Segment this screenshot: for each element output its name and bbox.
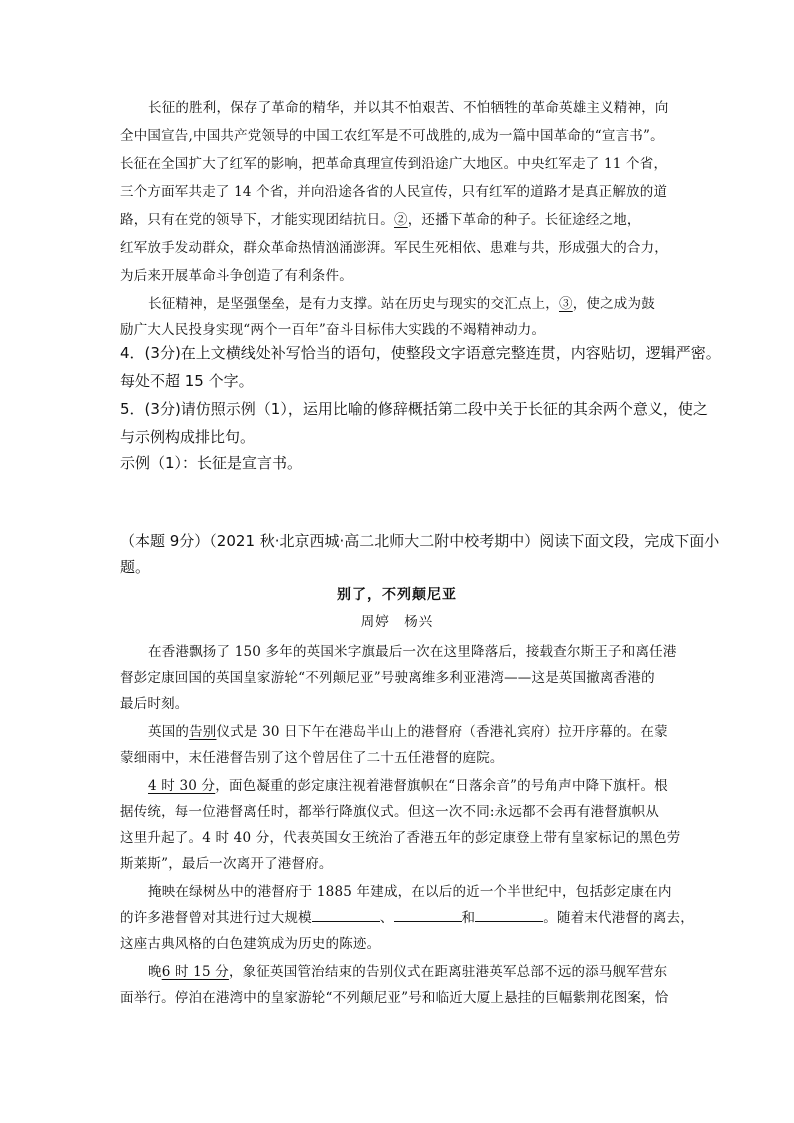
section2-header-line-2: 题。 xyxy=(120,558,151,576)
article-title: 别了，不列颠尼亚 xyxy=(337,587,457,603)
passage1-line-9: 励广大人民投身实现“两个一百年”奋斗目标伟大实践的不竭精神动力。 xyxy=(120,322,546,338)
question-4-line-1: 4．(3分)在上文横线处补写恰当的语句，使整段文字语意完整连贯，内容贴切，逻辑严密。 xyxy=(120,344,721,362)
underlined-time-615: 6 时 15 分 xyxy=(161,964,229,980)
blank-separator-2: 和 xyxy=(461,910,476,926)
passage1-line-5-text: 路，只有在党的领导下，才能实现团结抗日。 xyxy=(120,212,394,228)
article-p1-line-3: 最后时刻。 xyxy=(120,696,189,712)
article-p2-line-1 xyxy=(148,720,668,740)
passage1-line-8-text: 长征精神，是坚强堡垒，是有力支撑。站在历史与现实的交汇点上， xyxy=(148,296,559,312)
article-p3-post: ，面色凝重的彭定康注视着港督旗帜在“日落余音”的号角声中降下旗杆。根 xyxy=(215,778,668,794)
article-p3-line-3: 这里升起了。4 时 40 分，代表英国女王统治了香港五年的彭定康登上带有皇家标记的黑色劳 xyxy=(120,830,681,846)
passage1-line-7: 为后来开展革命斗争创造了有利条件。 xyxy=(120,268,353,284)
blank-2: ② xyxy=(394,212,408,228)
passage1-line-8-tail: ，使之成为鼓 xyxy=(572,296,655,312)
article-p4-pre: 的许多港督曾对其进行过大规模 xyxy=(120,910,312,926)
article-p1-line-1: 在香港飘扬了 150 多年的英国米字旗最后一次在这里降落后，接载查尔斯王子和离任港 xyxy=(148,644,677,660)
article-p4-line-1: 掩映在绿树丛中的港督府于 1885 年建成，在以后的近一个半世纪中，包括彭定康在内 xyxy=(148,884,672,900)
passage1-line-1: 长征的胜利，保存了革命的精华，并以其不怕艰苦、不怕牺牲的革命英雄主义精神，向 xyxy=(148,100,669,116)
question-5-example: 示例（1）：长征是宣言书。 xyxy=(120,454,303,472)
underlined-time-430: 4 时 30 分 xyxy=(148,778,216,794)
question-5-line-1: 5．(3分)请仿照示例（1），运用比喻的修辞概括第二段中关于长征的其余两个意义，使之 xyxy=(120,400,708,418)
underlined-word-farewell: 告别 xyxy=(189,724,217,740)
article-authors: 周婷 杨兴 xyxy=(360,614,434,630)
article-p5-line-2: 面举行。停泊在港湾中的皇家游轮“不列颠尼亚”号和临近大厦上悬挂的巨幅紫荆花图案，恰 xyxy=(120,990,669,1006)
passage1-line-8 xyxy=(148,292,655,312)
section2-header-line-1: （本题 9分）（2021 秋·北京西城·高二北师大二附中校考期中）阅读下面文段，完成下面小 xyxy=(120,532,720,550)
blank-separator-1: 、 xyxy=(379,910,394,926)
article-p2-post: 仪式是 30 日下午在港岛半山上的港督府（香港礼宾府）拉开序幕的。在蒙 xyxy=(216,724,668,740)
question-4-line-2: 每处不超 15 个字。 xyxy=(120,372,254,390)
passage1-line-2: 全中国宣告,中国共产党领导的中国工农红军是不可战胜的,成为一篇中国革命的“宣言书”。 xyxy=(120,128,664,144)
article-p4-post: 。随着末代港督的离去， xyxy=(543,910,694,926)
passage1-line-4: 三个方面军共走了 14 个省，并向沿途各省的人民宣传，只有红军的道路才是真正解放的道 xyxy=(120,184,668,200)
passage1-line-5-tail: ，还播下革命的种子。长征途经之地， xyxy=(407,212,641,228)
article-p3-line-2: 据传统，每一位港督离任时，都举行降旗仪式。但这一次不同:永远都不会再有港督旗帜从 xyxy=(120,804,660,820)
article-p3-line-4: 斯莱斯”，最后一次离开了港督府。 xyxy=(120,856,333,872)
question-5-line-2: 与示例构成排比句。 xyxy=(120,428,256,446)
passage1-line-3: 长征在全国扩大了红军的影响，把革命真理宣传到沿途广大地区。中央红军走了 11 个省， xyxy=(120,156,668,172)
passage1-line-6: 红军放手发动群众，群众革命热情汹涌澎湃。军民生死相依、患难与共，形成强大的合力， xyxy=(120,240,668,256)
article-p5-line-1 xyxy=(148,960,667,980)
fill-blank-3[interactable] xyxy=(475,909,543,922)
fill-blank-2[interactable] xyxy=(394,909,462,922)
fill-blank-1[interactable] xyxy=(312,909,380,922)
passage1-line-5 xyxy=(120,208,641,228)
article-p2-line-2: 蒙细雨中，末任港督告别了这个曾居住了二十五任港督的庭院。 xyxy=(120,750,504,766)
article-p2-pre: 英国的 xyxy=(148,724,190,740)
article-p4-line-3: 这座古典风格的白色建筑成为历史的陈迹。 xyxy=(120,936,381,952)
article-p3-line-1 xyxy=(148,774,668,794)
blank-3: ③ xyxy=(559,296,573,312)
article-p5-pre: 晚 xyxy=(148,964,162,980)
article-p5-post: ，象征英国管治结束的告别仪式在距离驻港英军总部不远的添马舰军营东 xyxy=(228,964,668,980)
article-p1-line-2: 督彭定康回国的英国皇家游轮“不列颠尼亚”号驶离维多利亚港湾——这是英国撤离香港的 xyxy=(120,670,655,686)
article-p4-line-2 xyxy=(120,906,694,926)
